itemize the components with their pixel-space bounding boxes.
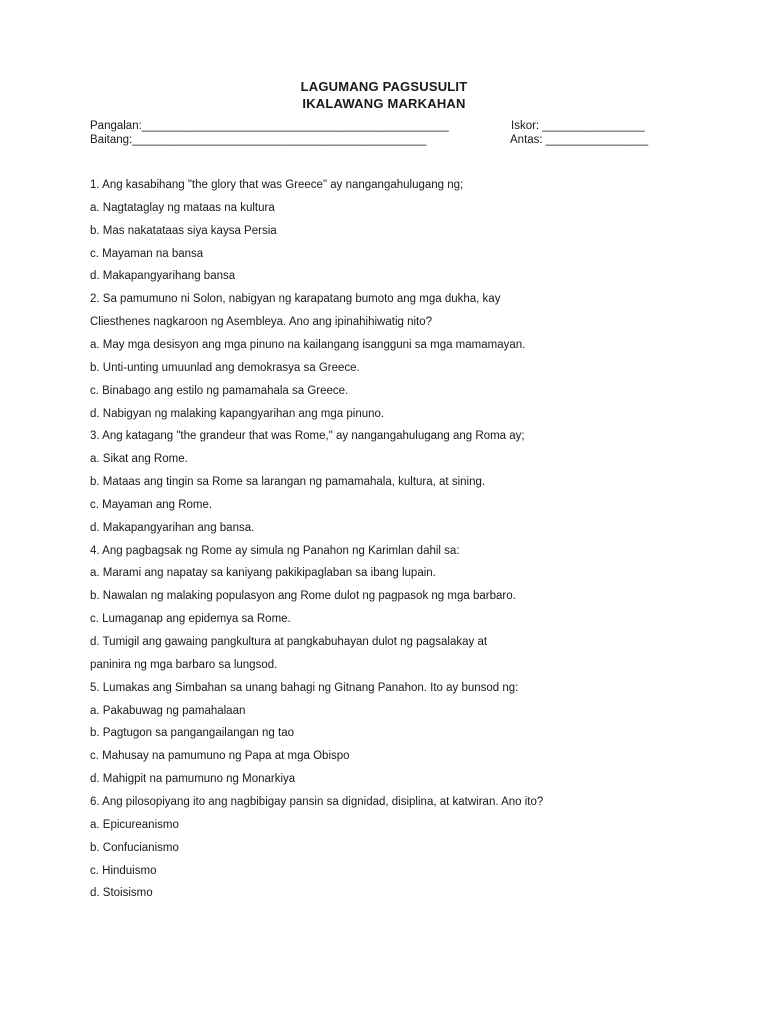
name-field: Pangalan:________________________________________________	[90, 120, 449, 132]
answer-option: c. Mahusay na pamumuno ng Papa at mga Obispo	[90, 750, 350, 763]
score-field: Iskor: ________________	[511, 120, 645, 132]
answer-option: c. Lumaganap ang epidemya sa Rome.	[90, 613, 291, 626]
answer-option: d. Stoisismo	[90, 887, 153, 900]
answer-option: d. Makapangyarihang bansa	[90, 270, 236, 283]
question-text: 2. Sa pamumuno ni Solon, nabigyan ng karapatang bumoto ang mga dukha, kay	[90, 293, 501, 306]
answer-option: b. Pagtugon sa pangangailangan ng tao	[90, 727, 294, 740]
answer-option: a. May mga desisyon ang mga pinuno na kailangang isangguni sa mga mamamayan.	[90, 338, 526, 351]
rank-field: Antas: ________________	[510, 134, 649, 146]
question-text: 4. Ang pagbagsak ng Rome ay simula ng Panahon ng Karimlan dahil sa:	[90, 544, 460, 557]
grade-field: Baitang:______________________________________________	[90, 134, 427, 146]
question-continuation: paninira ng mga barbaro sa lungsod.	[90, 658, 278, 671]
question-text: 1. Ang kasabihang "the glory that was Greece" ay nangangahulugang ng;	[90, 179, 464, 191]
question-continuation: Cliesthenes nagkaroon ng Asembleya. Ano ang ipinahihiwatig nito?	[90, 316, 433, 329]
answer-option: d. Makapangyarihan ang bansa.	[90, 521, 255, 534]
answer-option: b. Unti-unting umuunlad ang demokrasya sa Greece.	[90, 361, 360, 374]
answer-option: d. Tumigil ang gawaing pangkultura at pangkabuhayan dulot ng pagsalakay at	[90, 636, 488, 648]
question-text: 3. Ang katagang "the grandeur that was Rome," ay nangangahulugang ang Roma ay;	[90, 430, 525, 443]
answer-option: b. Mas nakatataas siya kaysa Persia	[90, 224, 277, 237]
question-text: 5. Lumakas ang Simbahan sa unang bahagi ng Gitnang Panahon. Ito ay bunsod ng:	[90, 681, 519, 694]
answer-option: d. Nabigyan ng malaking kapangyarihan ang mga pinuno.	[90, 407, 385, 420]
answer-option: a. Sikat ang Rome.	[90, 453, 188, 466]
answer-option: a. Nagtataglay ng mataas na kultura	[90, 201, 275, 214]
answer-option: a. Marami ang napatay sa kaniyang pakikipaglaban sa ibang lupain.	[90, 567, 436, 580]
answer-option: b. Nawalan ng malaking populasyon ang Rome dulot ng pagpasok ng mga barbaro.	[90, 590, 516, 603]
answer-option: c. Hinduismo	[90, 864, 157, 877]
answer-option: c. Mayaman ang Rome.	[90, 498, 213, 511]
answer-option: b. Mataas ang tingin sa Rome sa larangan ng pamamahala, kultura, at sining.	[90, 476, 486, 489]
title-line-2: IKALAWANG MARKAHAN	[302, 96, 466, 111]
answer-option: c. Binabago ang estilo ng pamamahala sa Greece.	[90, 384, 349, 397]
title-line-1: LAGUMANG PAGSUSULIT	[300, 79, 468, 94]
answer-option: a. Pakabuwag ng pamahalaan	[90, 704, 246, 717]
answer-option: a. Epicureanismo	[90, 818, 179, 831]
answer-option: b. Confucianismo	[90, 841, 179, 854]
answer-option: d. Mahigpit na pamumuno ng Monarkiya	[90, 773, 296, 786]
question-text: 6. Ang pilosopiyang ito ang nagbibigay pansin sa dignidad, disiplina, at katwiran. Ano ito?	[90, 795, 544, 808]
answer-option: c. Mayaman na bansa	[90, 247, 204, 260]
